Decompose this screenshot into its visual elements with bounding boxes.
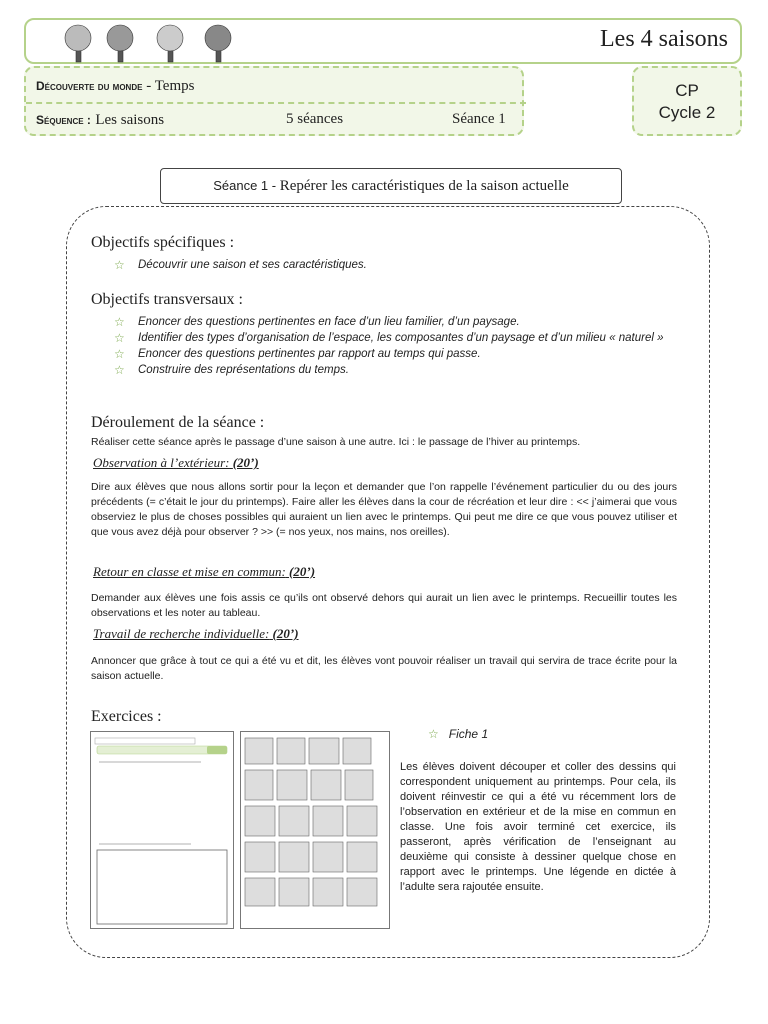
- step3-time: (20’): [272, 626, 299, 641]
- star-icon: ☆: [114, 315, 125, 329]
- fiche-label: ☆ Fiche 1: [428, 727, 489, 741]
- star-icon: ☆: [114, 258, 125, 272]
- list-item: ☆ Identifier des types d’organisation de l’espace, les composantes d’un paysage et d’un milieu « naturel »: [114, 331, 664, 345]
- step1-time: (20’): [232, 455, 259, 470]
- cycle-level: Cycle 2: [658, 103, 716, 122]
- list-item: ☆ Construire des représentations du temps.: [114, 363, 349, 377]
- cutout-grid-icon: [241, 732, 389, 928]
- sequence-label: Séquence :: [36, 113, 91, 127]
- step2-heading: [93, 564, 315, 580]
- objectifs-specifiques-list: [114, 257, 684, 273]
- list-item: ☆ Enoncer des questions pertinentes en face d’un lieu familier, d’un paysage.: [114, 315, 520, 329]
- cutout-images-thumbnail: [240, 731, 390, 929]
- deroulement-intro: Réaliser cette séance après le passage d’une saison à une autre. Ici : le passage de l’hiver au printemps.: [91, 436, 581, 448]
- step1-heading: [93, 455, 259, 471]
- seance-prefix: Séance 1 -: [213, 178, 280, 193]
- seance-main-title: Repérer les caractéristiques de la saison actuelle: [279, 178, 569, 194]
- star-icon: ☆: [114, 347, 125, 361]
- sequence-line: [26, 102, 526, 136]
- list-item: ☆ Découvrir une saison et ses caractéristiques.: [114, 258, 367, 272]
- star-icon: ☆: [114, 363, 125, 377]
- header-banner: [24, 18, 742, 64]
- step3-heading: [93, 626, 299, 642]
- step1-title: Observation à l’extérieur:: [93, 455, 230, 470]
- star-icon: ☆: [428, 727, 439, 741]
- level-box: [632, 66, 742, 136]
- sequence-value: Les saisons: [95, 112, 165, 128]
- sequence-info-box: [24, 66, 524, 136]
- class-level: CP: [675, 81, 699, 100]
- seance-title: [160, 168, 622, 204]
- step3-text: Annoncer que grâce à tout ce qui a été vu et dit, les élèves vont pouvoir réaliser un travail qui servira de trace écrite pour la saison actuelle.: [91, 655, 677, 682]
- step2-time: (20’): [289, 564, 316, 579]
- sessions-count: 5 séances: [286, 111, 344, 127]
- domain-separator: -: [142, 78, 155, 94]
- step2-title: Retour en classe et mise en commun:: [93, 564, 286, 579]
- domain-value: Temps: [154, 78, 195, 94]
- domain-label: Découverte du monde: [36, 79, 143, 93]
- objectifs-specifiques-heading: Objectifs spécifiques :: [91, 234, 235, 251]
- deroulement-heading: Déroulement de la séance :: [91, 414, 265, 431]
- domain-line: [26, 68, 526, 104]
- step3-title: Travail de recherche individuelle:: [93, 626, 270, 641]
- objectifs-transversaux-heading: Objectifs transversaux :: [91, 291, 243, 308]
- session-number: Séance 1: [452, 111, 506, 127]
- step2-text: Demander aux élèves une fois assis ce qu’ils ont observé dehors qui aurait un lien avec le printemps. Recueillir toutes les observations et les noter au tableau.: [91, 592, 677, 619]
- worksheet-preview-icon: [91, 732, 233, 928]
- worksheet-thumbnail: [90, 731, 234, 929]
- exercices-heading: Exercices :: [91, 708, 162, 725]
- step1-text: Dire aux élèves que nous allons sortir pour la leçon et demander que l’on rappelle l’événement particulier du ou des jours précédents (= c’était le jour du printemps). Faire aller les élèves dans la cour de récréation et leur dire : << j’aimerai que vous observiez le plus de choses possibles qui auraient un lien avec le printemps. Qui peut me dire ce que vous pouvez utiliser et que vous avez déjà pour observer ? >> (= nos yeux, nos mains, nos oreilles).: [91, 481, 677, 538]
- four-seasons-trees-icon: [56, 22, 256, 64]
- list-item: ☆ Enoncer des questions pertinentes par rapport au temps qui passe.: [114, 347, 481, 361]
- fiche-description: Les élèves doivent découper et coller des dessins qui correspondent uniquement au printemps. Pour cela, ils doivent réinvestir ce qui a été vu récemment lors de l’observation en extérieur et de la mise en commun en classe. Une fois avoir terminé cet exercice, ils passeront, après vérification de l’enseignant au deuxième qui consiste à dessiner quelque chose en rapport avec le printemps. Une légende en dictée à l’adulte sera rajoutée ensuite.: [400, 761, 676, 893]
- objectifs-transversaux-list: [114, 314, 684, 378]
- page-title: Les 4 saisons: [600, 26, 728, 52]
- star-icon: ☆: [114, 331, 125, 345]
